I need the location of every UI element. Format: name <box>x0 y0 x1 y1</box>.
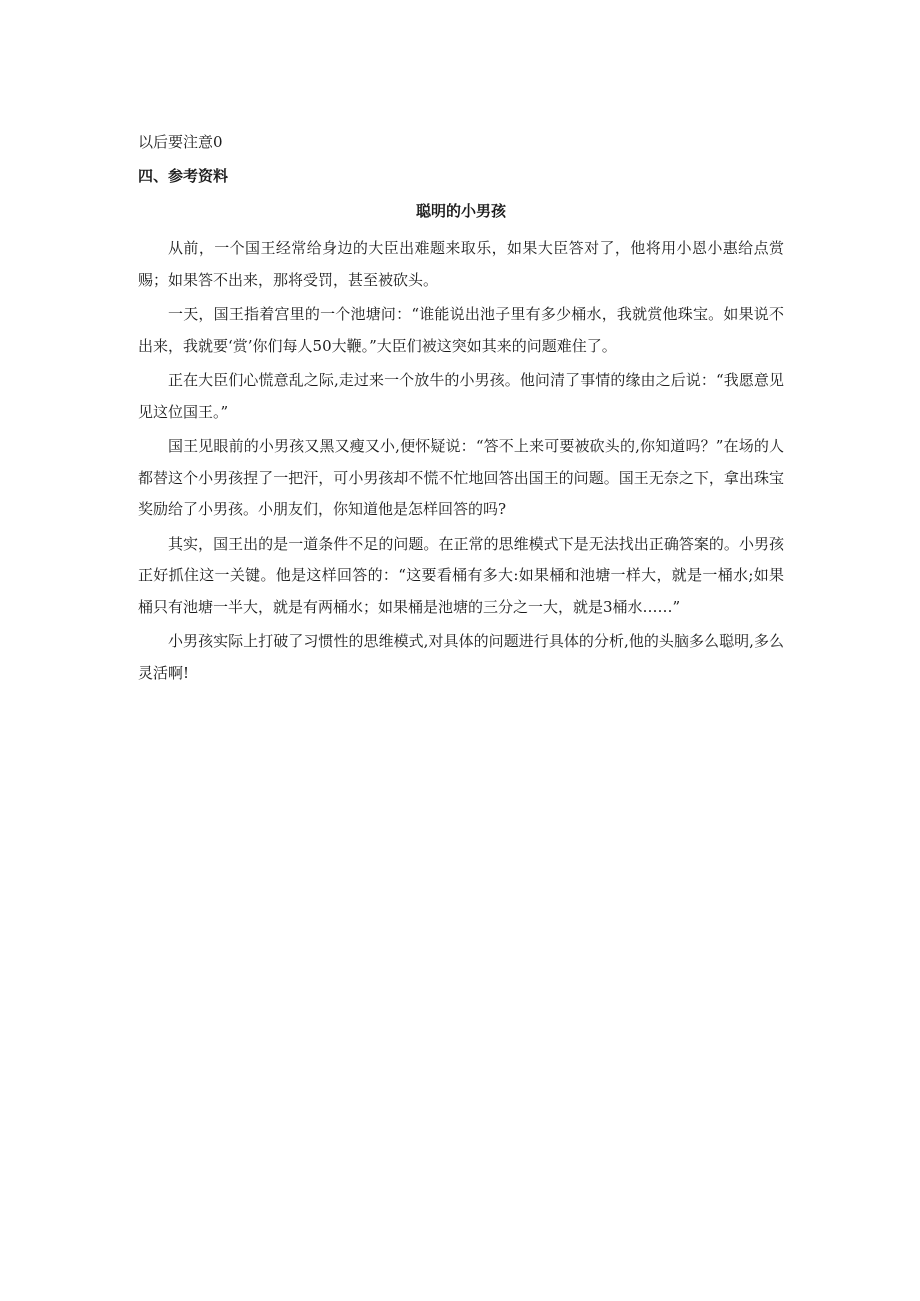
document-page <box>138 129 784 692</box>
story-paragraph: 一天，国王指着宫里的一个池塘问：“谁能说出池子里有多少桶水，我就赏他珠宝。如果说不出来，我就要‘赏’你们每人50大鞭。”大臣们被这突如其来的问题难住了。 <box>138 305 784 355</box>
story-paragraph: 正在大臣们心慌意乱之际,走过来一个放牛的小男孩。他问清了事情的缘由之后说：“我愿意见见这位国王。” <box>138 371 784 421</box>
section-heading: 四、参考资料 <box>138 167 229 185</box>
story-title: 聪明的小男孩 <box>415 202 506 220</box>
story-paragraph: 国王见眼前的小男孩又黑又瘦又小,便怀疑说：“答不上来可要被砍头的,你知道吗？”在场的人都替这个小男孩捏了一把汗，可小男孩却不慌不忙地回答出国王的问题。国王无奈之下，拿出珠宝奖励给了小男孩。小朋友们，你知道他是怎样回答的吗? <box>138 437 784 518</box>
story-paragraph: 其实，国王出的是一道条件不足的问题。在正常的思维模式下是无法找出正确答案的。小男孩正好抓住这一关键。他是这样回答的：“这要看桶有多大:如果桶和池塘一样大，就是一桶水;如果桶只有池塘一半大，就是有两桶水；如果桶是池塘的三分之一大，就是3桶水……” <box>138 534 784 616</box>
story-paragraph: 小男孩实际上打破了习惯性的思维模式,对具体的问题进行具体的分析,他的头脑多么聪明,多么灵活啊! <box>138 632 784 682</box>
intro-line: 以后要注意0 <box>138 133 223 151</box>
story-paragraph: 从前，一个国王经常给身边的大臣出难题来取乐，如果大臣答对了，他将用小恩小惠给点赏赐；如果答不出来，那将受罚，甚至被砍头。 <box>138 239 784 289</box>
